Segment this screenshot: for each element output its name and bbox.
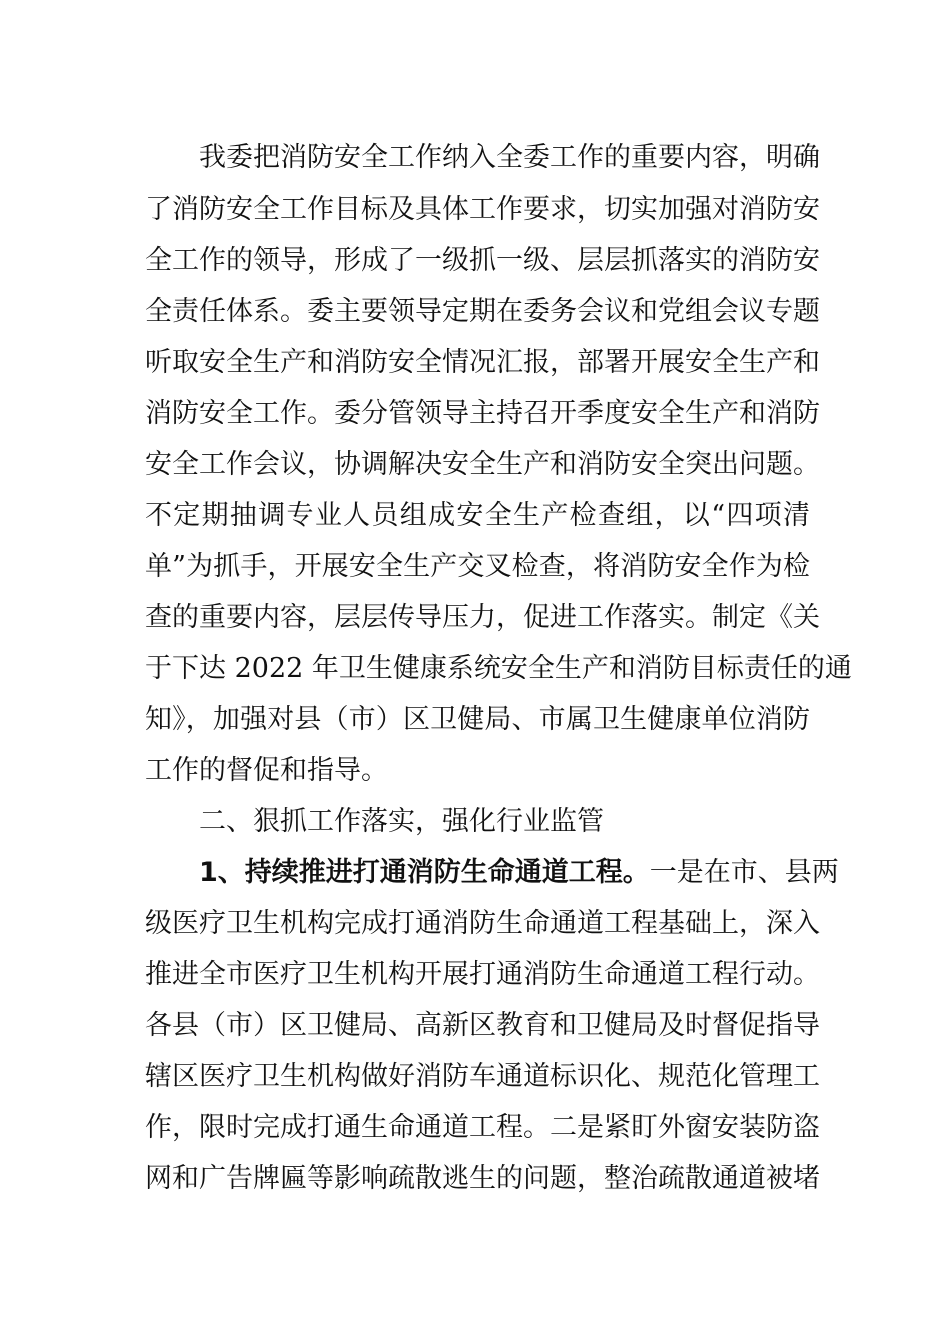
paragraph-1-line-13: 工作的督促和指导。 (145, 755, 388, 786)
paragraph-1-line-6: 消防安全工作。委分管领导主持召开季度安全生产和消防 (145, 398, 820, 429)
paragraph-1-line-12: 知》，加强对县（市）区卫健局、市属卫生健康单位消防 (145, 704, 810, 735)
paragraph-1-line-2: 了消防安全工作目标及具体工作要求，切实加强对消防安 (145, 194, 820, 225)
paragraph-1-line-1: 我委把消防安全工作纳入全委工作的重要内容，明确 (199, 142, 820, 173)
paragraph-1-line-5: 听取安全生产和消防安全情况汇报，部署开展安全生产和 (145, 347, 820, 378)
paragraph-1-line-7: 安全工作会议，协调解决安全生产和消防安全突出问题。 (145, 449, 820, 480)
paragraph-2-line-3: 推进全市医疗卫生机构开展打通消防生命通道工程行动。 (145, 959, 820, 990)
paragraph-2-first-line-rest: 一是在市、县两 (649, 857, 839, 888)
paragraph-2-line-7: 网和广告牌匾等影响疏散逃生的问题，整治疏散通道被堵 (145, 1163, 820, 1194)
section-heading: 二、狠抓工作落实，强化行业监管 (199, 806, 604, 837)
paragraph-2-line-2: 级医疗卫生机构完成打通消防生命通道工程基础上，深入 (145, 908, 820, 939)
paragraph-2-line-5: 辖区医疗卫生机构做好消防车通道标识化、规范化管理工 (145, 1061, 820, 1092)
paragraph-1-line-9: 单”为抓手，开展安全生产交叉检查，将消防安全作为检 (145, 551, 810, 582)
paragraph-2-lead-bold: 1、持续推进打通消防生命通道工程。 (199, 857, 650, 888)
paragraph-1-line-10: 查的重要内容，层层传导压力，促进工作落实。制定《关 (145, 602, 820, 633)
paragraph-1-line-4: 全责任体系。委主要领导定期在委务会议和党组会议专题 (145, 296, 820, 327)
paragraph-2-line-6: 作，限时完成打通生命通道工程。二是紧盯外窗安装防盗 (145, 1112, 820, 1143)
paragraph-1-line-8: 不定期抽调专业人员组成安全生产检查组，以“四项清 (145, 500, 810, 531)
paragraph-2-line-4: 各县（市）区卫健局、高新区教育和卫健局及时督促指导 (145, 1010, 820, 1041)
paragraph-1-line-3: 全工作的领导，形成了一级抓一级、层层抓落实的消防安 (145, 245, 820, 276)
paragraph-1-line-11: 于下达 2022 年卫生健康系统安全生产和消防目标责任的通 (145, 653, 852, 684)
paragraph-2-line-1 (199, 857, 839, 891)
